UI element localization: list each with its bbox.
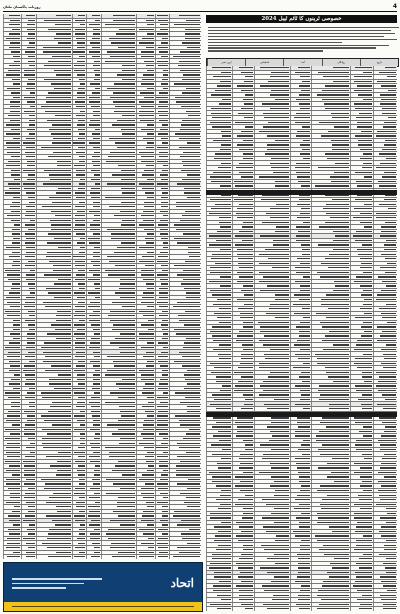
section-divider [206,190,397,195]
header-cell: روانگی [322,59,360,66]
timetable-rows-right [206,66,397,611]
ad-logo: اتحاد [170,576,194,590]
masthead-left: روزنامہ پاکستان ملتان [3,4,41,9]
section-divider [206,412,397,417]
masthead [3,2,397,12]
ad-footer-bar [4,602,202,611]
advertisement [3,562,203,612]
header-cell: ٹرین نمبر [207,59,245,66]
table-row [3,555,201,559]
header-cell: آمد [283,59,321,66]
page-number: 4 [392,3,397,10]
headline-text: خصوصی ٹرینوں کا ٹائم ٹیبل 2024 [261,16,342,22]
headline-banner [206,15,397,23]
ad-text-lines [12,575,102,592]
timetable-rows [3,14,201,559]
table-row [206,607,397,611]
intro-note [206,25,397,53]
train-timetable-right [206,66,397,611]
train-timetable-left [3,14,201,559]
header-cell: اسٹیشن [245,59,283,66]
header-cell: تاریخ [360,59,398,66]
